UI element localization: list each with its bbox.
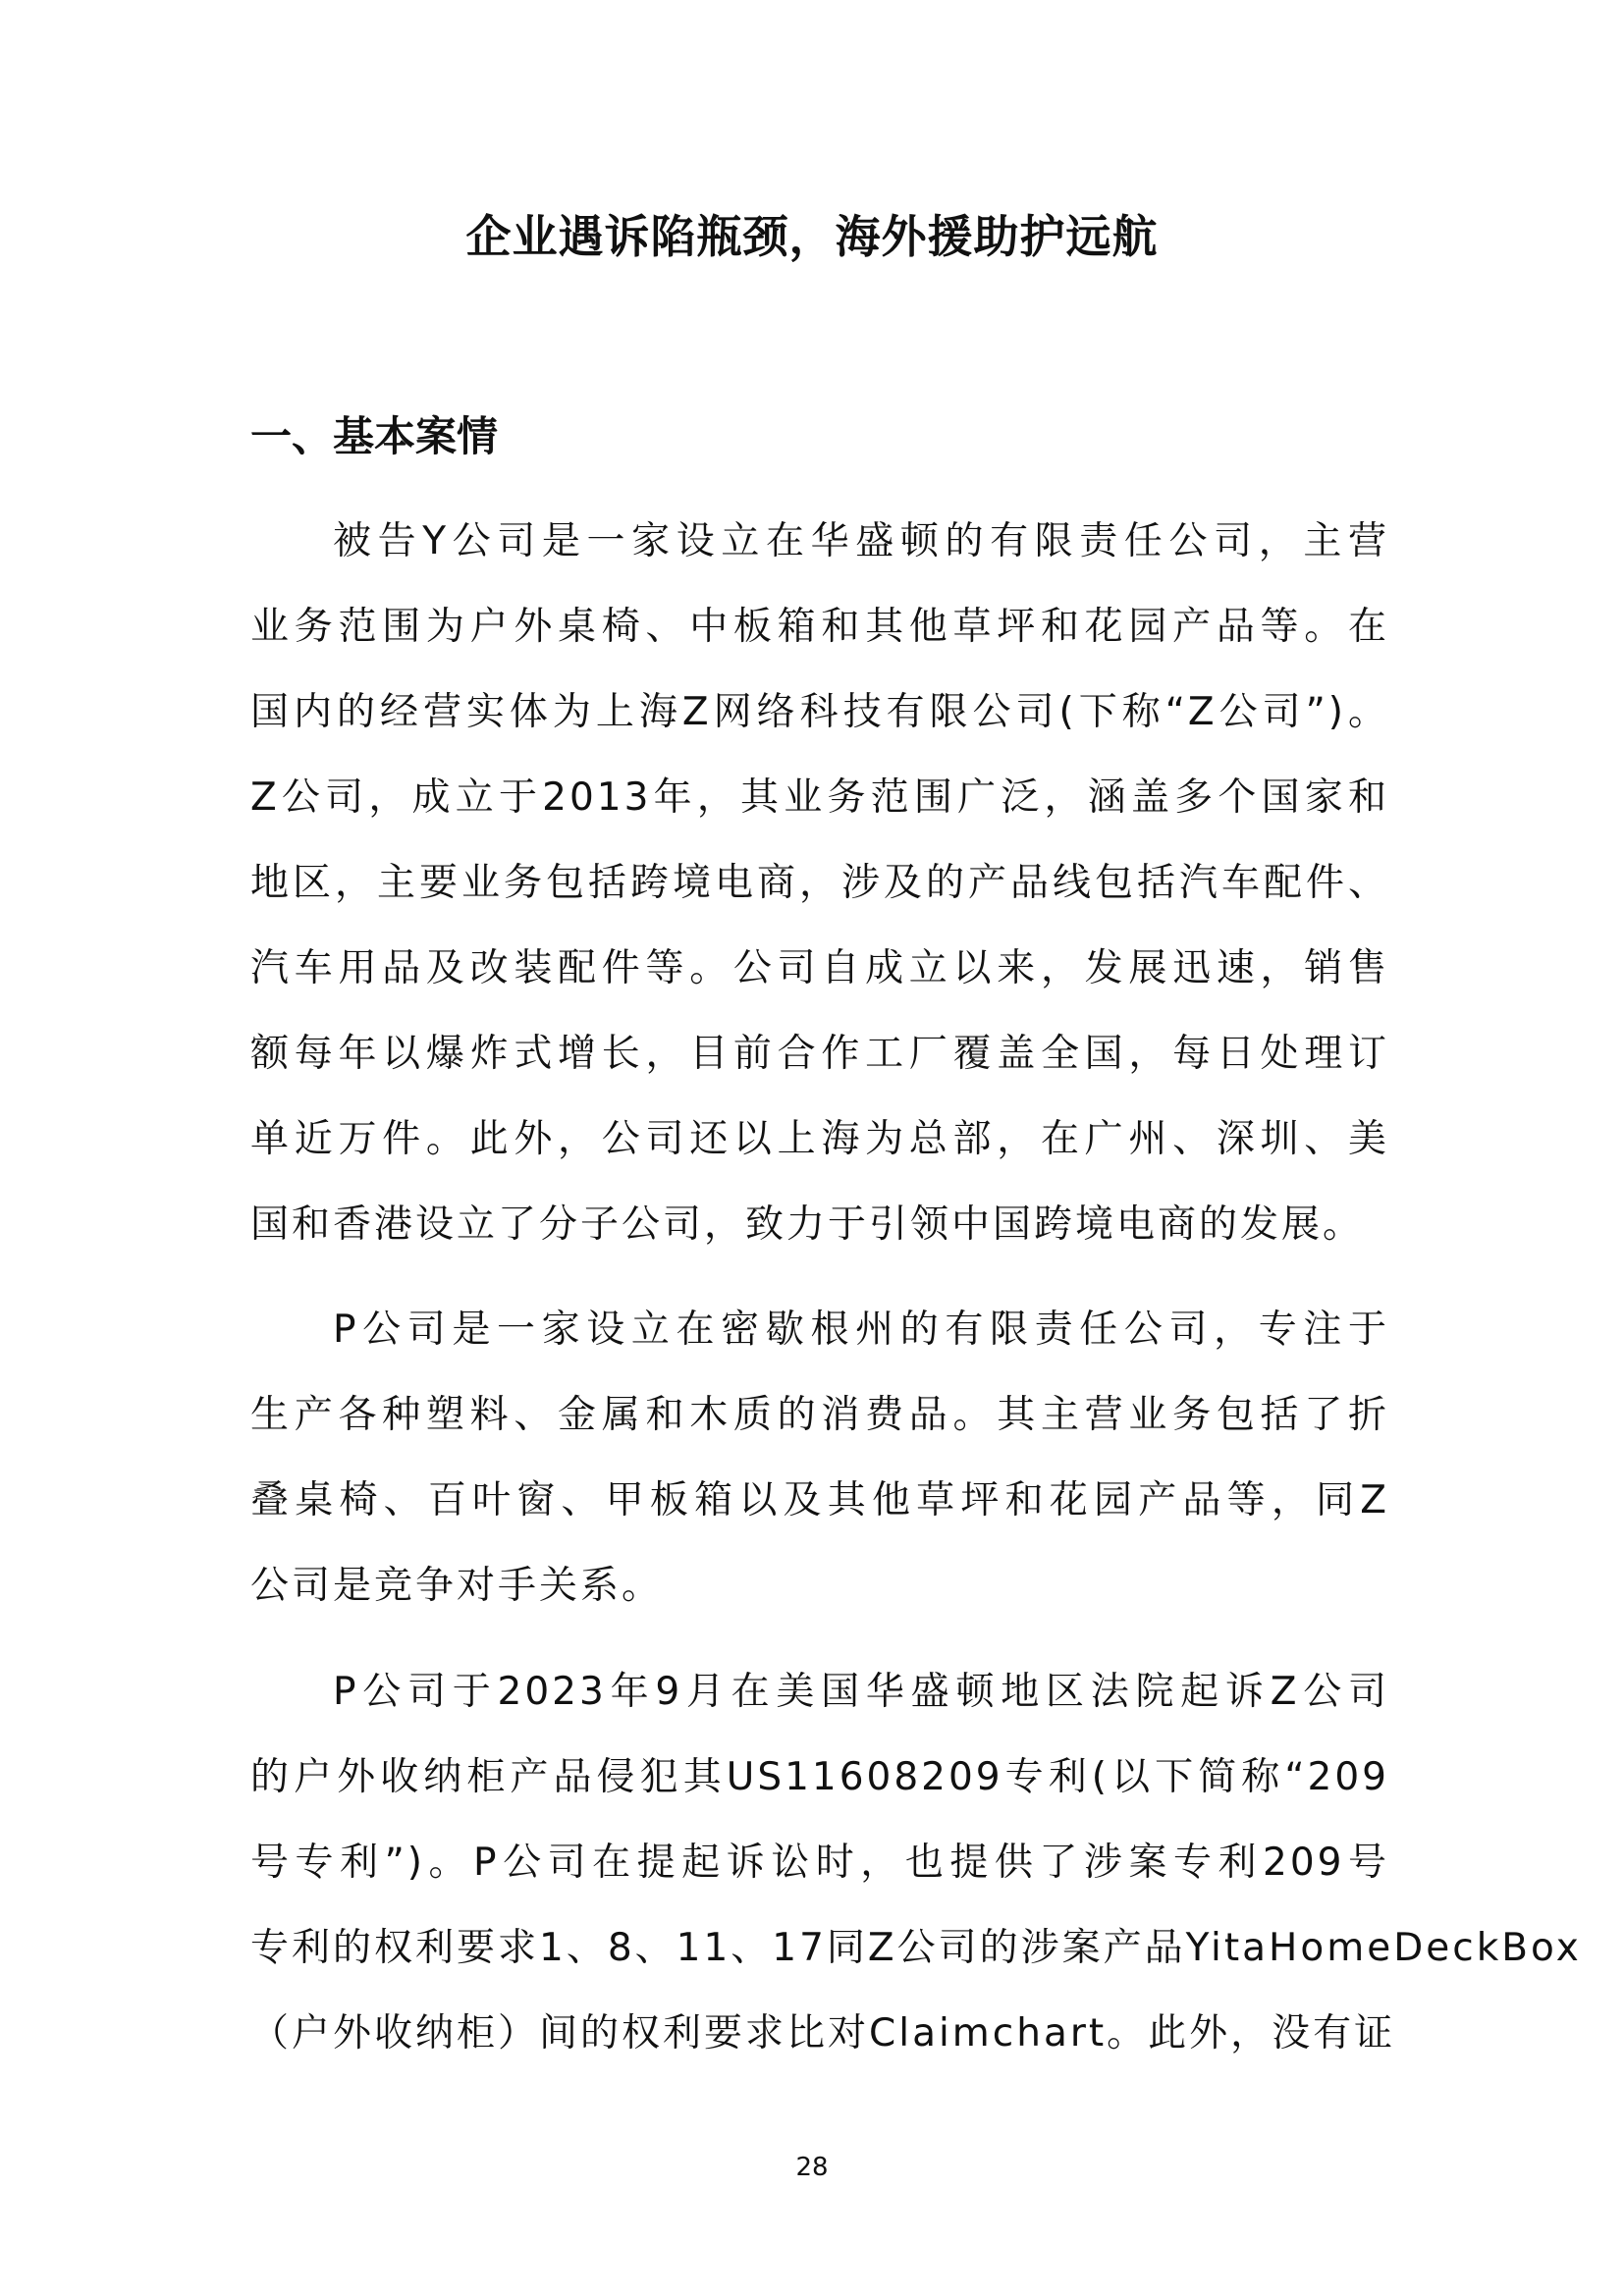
paragraph-line: Z公司，成立于2013年，其业务范围广泛，涵盖多个国家和 [250,775,1389,820]
paragraph-line: P公司于2023年9月在美国华盛顿地区法院起诉Z公司 [333,1670,1389,1714]
paragraph-line: （户外收纳柜）间的权利要求比对Claimchart。此外，没有证 [250,2011,1396,2056]
paragraph-line: 单近万件。此外，公司还以上海为总部，在广州、深圳、美 [250,1117,1389,1161]
section-heading: 一、基本案情 [250,412,499,460]
paragraph-line: 地区，主要业务包括跨境电商，涉及的产品线包括汽车配件、 [250,861,1389,905]
paragraph-1 [250,499,1389,1267]
paragraph-line: 的户外收纳柜产品侵犯其US11608209专利(以下简称“209 [250,1755,1389,1799]
paragraph-line: P公司是一家设立在密歇根州的有限责任公司，专注于 [333,1308,1389,1352]
paragraph-line: 国和香港设立了分子公司，致力于引领中国跨境电商的发展。 [250,1202,1365,1247]
paragraph-line: 业务范围为户外桌椅、中板箱和其他草坪和花园产品等。在 [250,605,1389,649]
paragraph-line: 生产各种塑料、金属和木质的消费品。其主营业务包括了折 [250,1393,1389,1437]
paragraph-line: 额每年以爆炸式增长，目前合作工厂覆盖全国，每日处理订 [250,1032,1389,1076]
paragraph-3 [250,1649,1582,2076]
paragraph-line: 被告Y公司是一家设立在华盛顿的有限责任公司，主营 [333,519,1389,563]
page-number: 28 [795,2153,829,2182]
paragraph-line: 国内的经营实体为上海Z网络科技有限公司(下称“Z公司”)。 [250,690,1389,734]
paragraph-2 [250,1287,1389,1629]
paragraph-line: 汽车用品及改装配件等。公司自成立以来，发展迅速，销售 [250,946,1389,990]
paragraph-line: 公司是竞争对手关系。 [250,1564,664,1608]
paragraph-line: 专利的权利要求1、8、11、17同Z公司的涉案产品YitaHomeDeckBox [250,1926,1582,1970]
paragraph-line: 叠桌椅、百叶窗、甲板箱以及其他草坪和花园产品等，同Z [250,1478,1389,1522]
paragraph-line: 号专利”)。P公司在提起诉讼时，也提供了涉案专利209号 [250,1841,1389,1885]
document-title: 企业遇诉陷瓶颈，海外援助护远航 [465,210,1159,263]
